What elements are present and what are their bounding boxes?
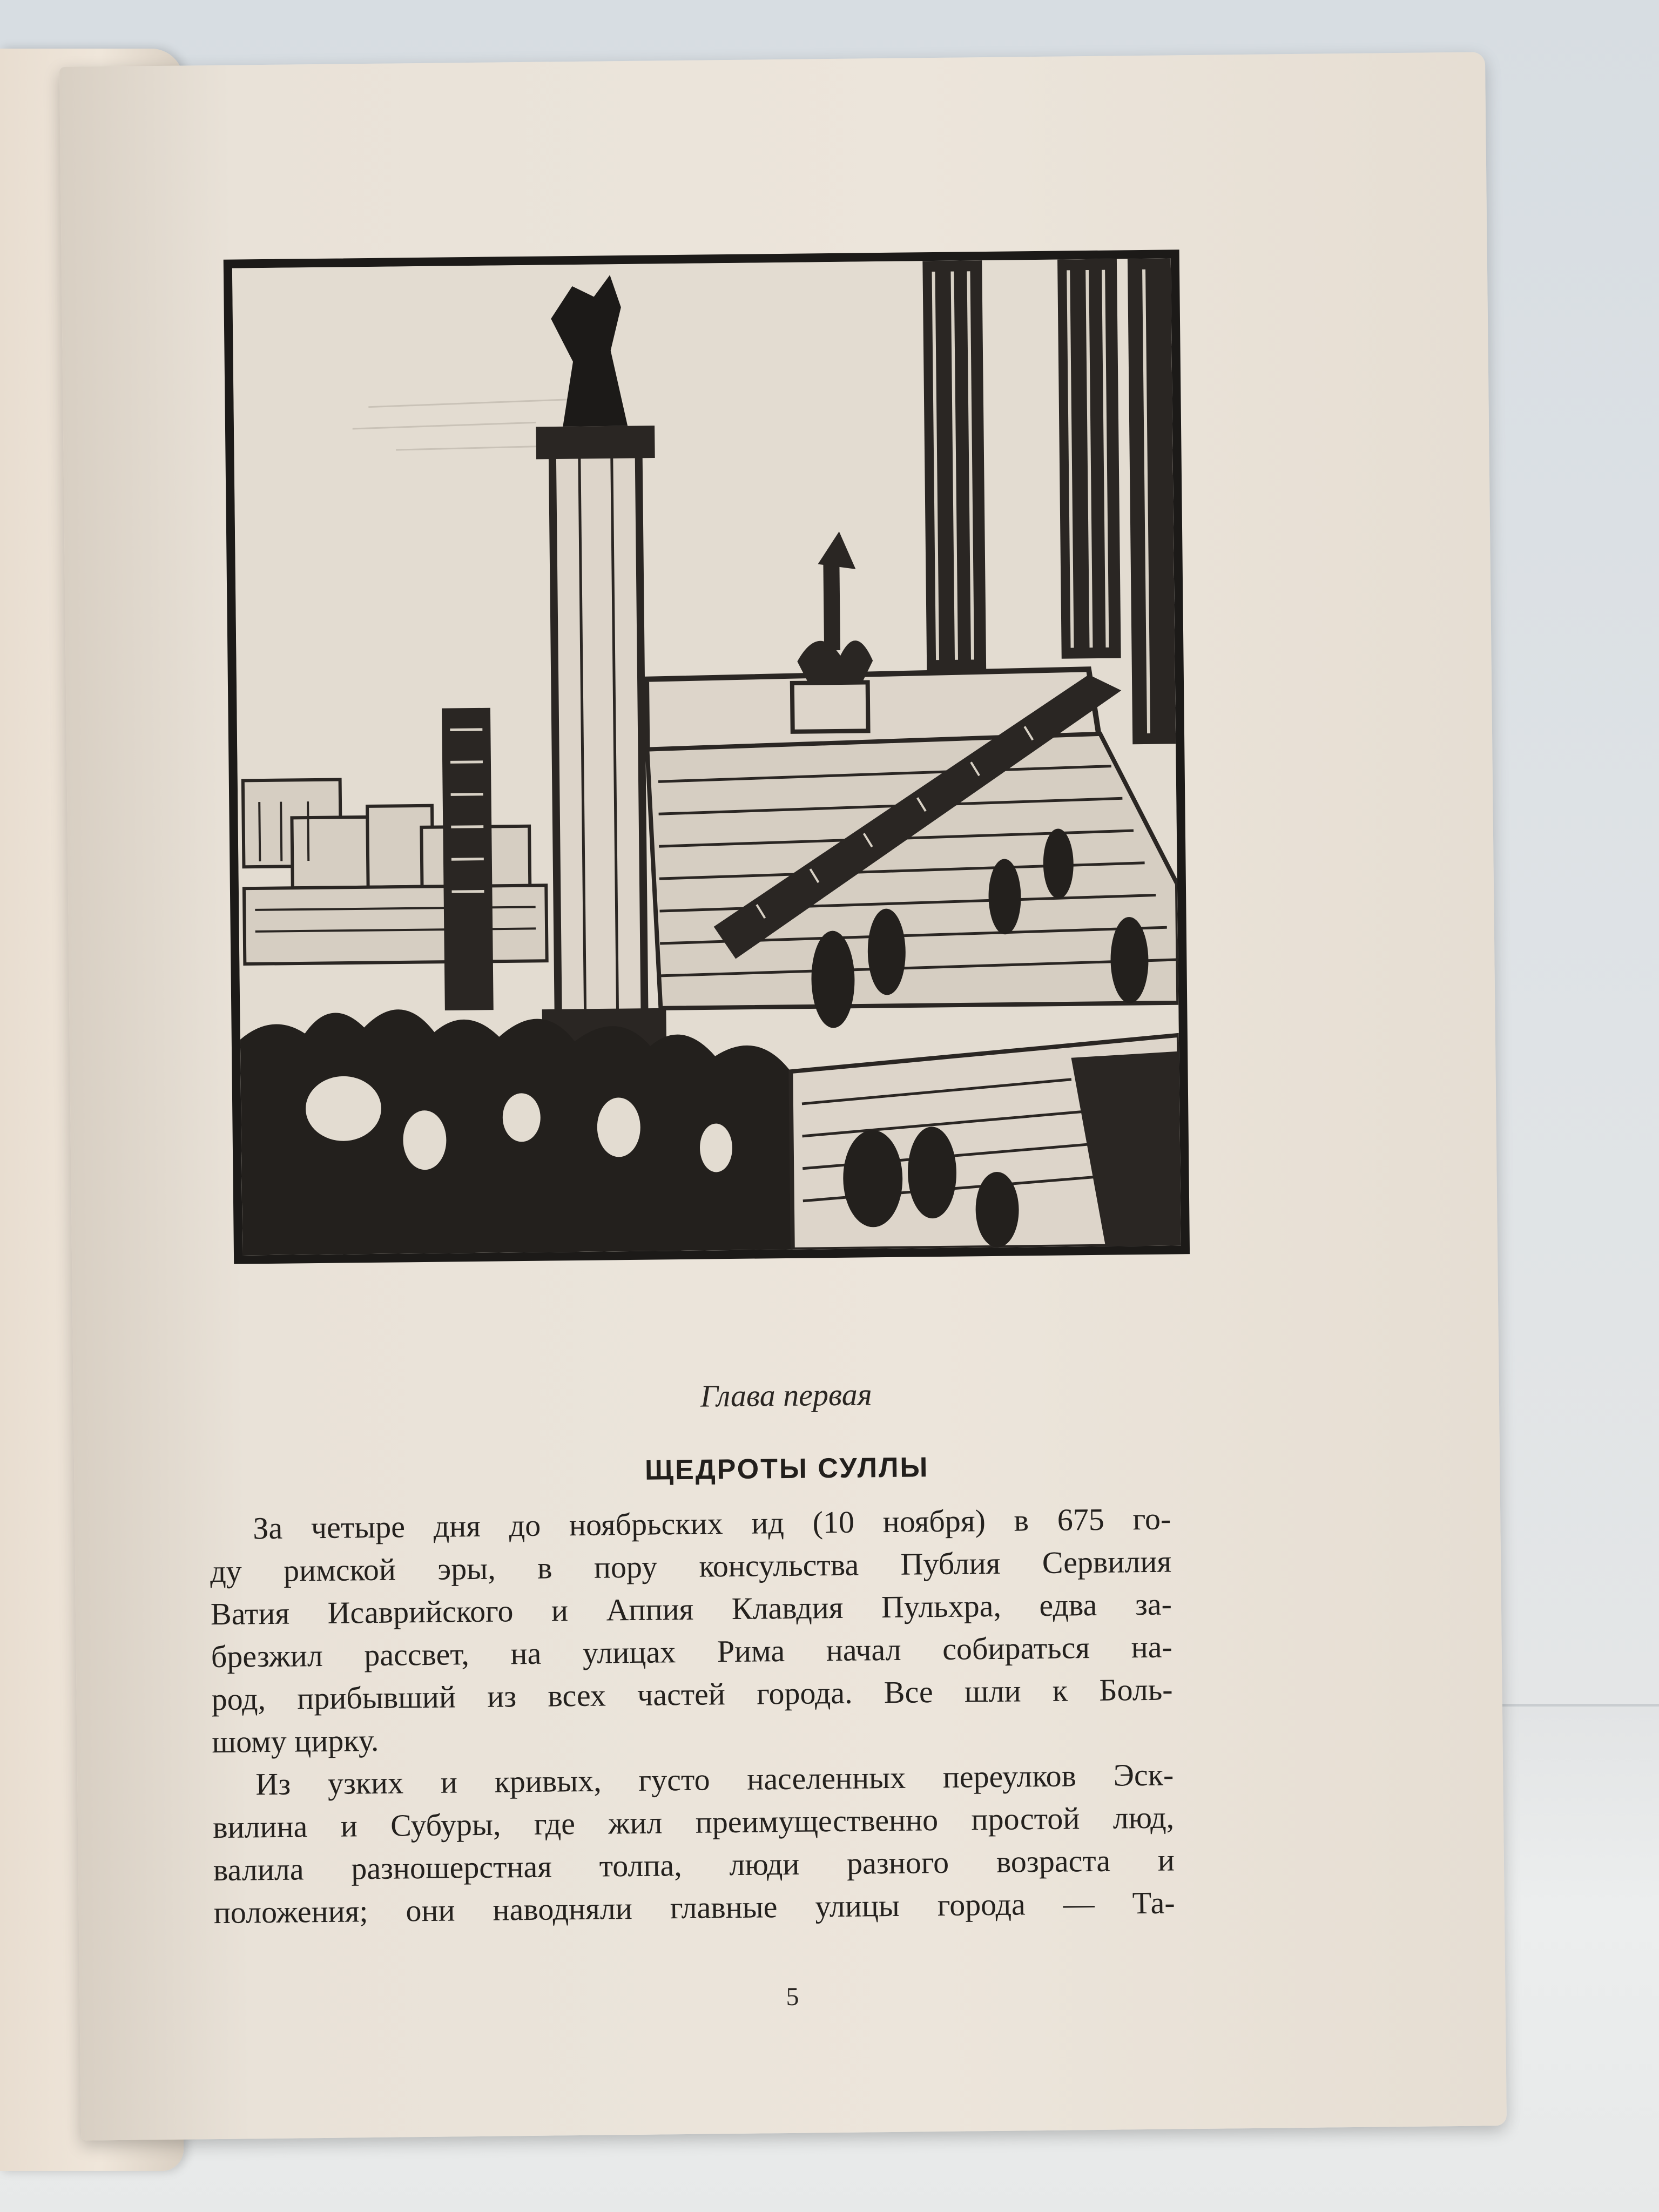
woodcut-illustration-svg bbox=[232, 258, 1181, 1255]
text-line: За четыре дня до ноябрьских ид (10 ноября) в 675 го- bbox=[252, 1501, 1171, 1546]
chapter-label: Глава первая bbox=[700, 1377, 872, 1414]
chapter-title: ЩЕДРОТЫ СУЛЛЫ bbox=[644, 1452, 929, 1486]
right-page bbox=[59, 52, 1507, 2140]
body-text bbox=[210, 1498, 1175, 1934]
text-line: шому цирку. bbox=[212, 1722, 379, 1760]
text-line: Из узких и кривых, густо населенных переулков Эск- bbox=[255, 1757, 1174, 1802]
text-line: положения; они наводняли главные улицы города — Та- bbox=[213, 1885, 1176, 1931]
text-line: вилина и Субуры, где жил преимущественно простой люд, bbox=[212, 1799, 1175, 1845]
text-line: брезжил рассвет, на улицах Рима начал собираться на- bbox=[211, 1629, 1173, 1675]
text-line: род, прибывший из всех частей города. Все шли к Боль- bbox=[211, 1671, 1173, 1717]
page-number: 5 bbox=[786, 1982, 799, 2012]
text-line: Ватия Исаврийского и Аппия Клавдия Пульхра, едва за- bbox=[210, 1586, 1172, 1632]
woodcut-roman-forum-icon bbox=[224, 249, 1190, 1264]
text-line: ду римской эры, в пору консульства Публия Сервилия bbox=[210, 1543, 1172, 1589]
text-line: валила разношерстная толпа, люди разного возраста и bbox=[213, 1842, 1175, 1888]
